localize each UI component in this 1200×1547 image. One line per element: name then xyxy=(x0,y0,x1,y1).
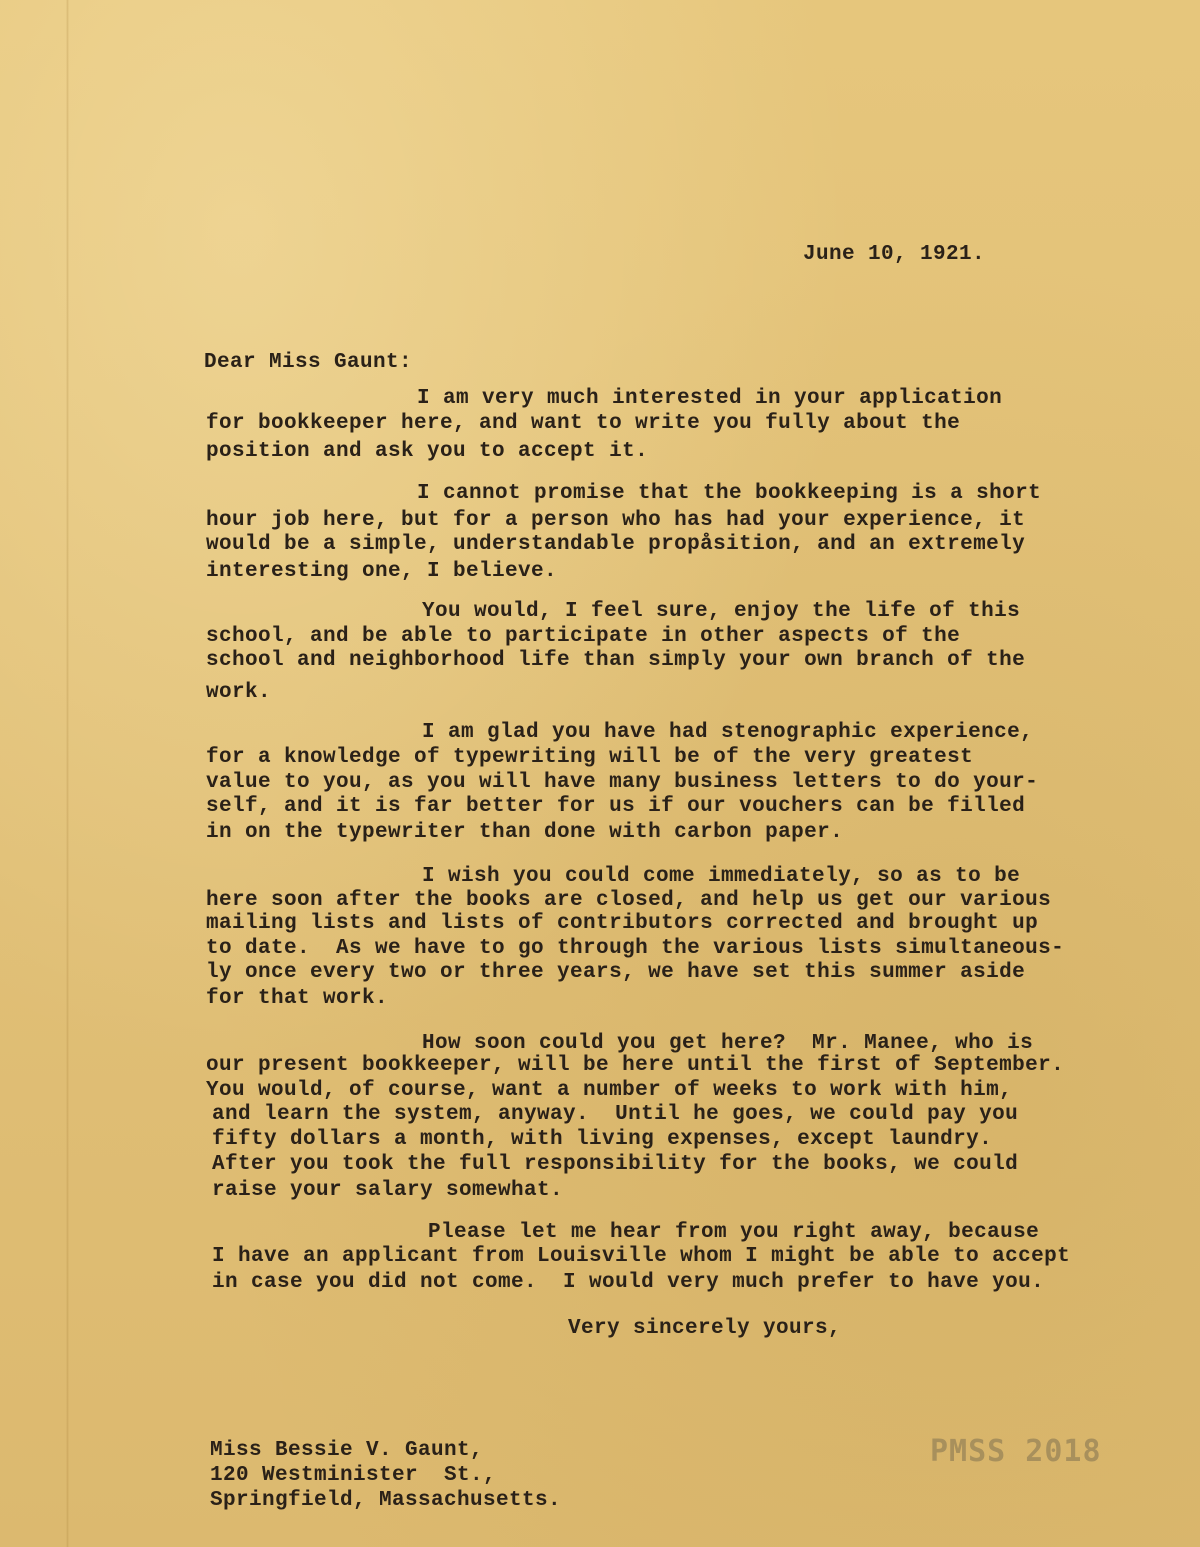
body-line: would be a simple, understandable propåsition, and an extremely xyxy=(206,533,1026,556)
body-line: interesting one, I believe. xyxy=(206,560,558,583)
body-line: hour job here, but for a person who has had your experience, it xyxy=(206,509,1026,532)
salutation: Dear Miss Gaunt: xyxy=(204,351,413,374)
recipient-city: Springfield, Massachusetts. xyxy=(210,1489,562,1512)
body-line: in on the typewriter than done with carbon paper. xyxy=(206,821,844,844)
body-line: I cannot promise that the bookkeeping is a short xyxy=(417,482,1042,505)
letter-date: June 10, 1921. xyxy=(803,243,986,266)
body-line: ly once every two or three years, we have set this summer aside xyxy=(206,961,1026,984)
body-line: You would, I feel sure, enjoy the life of this xyxy=(422,600,1021,623)
body-line: self, and it is far better for us if our vouchers can be filled xyxy=(206,795,1026,818)
body-line: and learn the system, anyway. Until he goes, we could pay you xyxy=(212,1103,1019,1126)
body-line: Please let me hear from you right away, because xyxy=(428,1221,1040,1244)
body-line: position and ask you to accept it. xyxy=(206,440,649,463)
body-line: I am glad you have had stenographic experience, xyxy=(422,721,1034,744)
body-line: school and neighborhood life than simply your own branch of the xyxy=(206,649,1026,672)
body-line: I have an applicant from Louisville whom I might be able to accept xyxy=(212,1245,1071,1268)
body-line: for a knowledge of typewriting will be of the very greatest xyxy=(206,746,974,769)
body-line: in case you did not come. I would very much prefer to have you. xyxy=(212,1271,1045,1294)
recipient-name: Miss Bessie V. Gaunt, xyxy=(210,1439,484,1462)
body-line: for bookkeeper here, and want to write you fully about the xyxy=(206,412,961,435)
body-line: for that work. xyxy=(206,987,389,1010)
body-line: mailing lists and lists of contributors corrected and brought up xyxy=(206,912,1039,935)
paper-fold-shadow xyxy=(66,0,69,1547)
body-line: fifty dollars a month, with living expenses, except laundry. xyxy=(212,1128,993,1151)
recipient-street: 120 Westminister St., xyxy=(210,1464,497,1487)
body-line: I wish you could come immediately, so as to be xyxy=(422,865,1021,888)
body-line: How soon could you get here? Mr. Manee, who is xyxy=(422,1032,1034,1055)
body-line: here soon after the books are closed, and help us get our various xyxy=(206,889,1052,912)
body-line: You would, of course, want a number of weeks to work with him, xyxy=(206,1079,1013,1102)
closing: Very sincerely yours, xyxy=(568,1317,842,1340)
body-line: to date. As we have to go through the various lists simultaneous- xyxy=(206,937,1065,960)
archive-stamp: PMSS 2018 xyxy=(930,1434,1102,1469)
body-line: work. xyxy=(206,681,272,704)
body-line: our present bookkeeper, will be here until the first of September. xyxy=(206,1054,1065,1077)
body-line: school, and be able to participate in other aspects of the xyxy=(206,625,961,648)
body-line: raise your salary somewhat. xyxy=(212,1179,564,1202)
body-line: value to you, as you will have many business letters to do your- xyxy=(206,771,1039,794)
body-line: I am very much interested in your application xyxy=(417,387,1003,410)
body-line: After you took the full responsibility for the books, we could xyxy=(212,1153,1019,1176)
